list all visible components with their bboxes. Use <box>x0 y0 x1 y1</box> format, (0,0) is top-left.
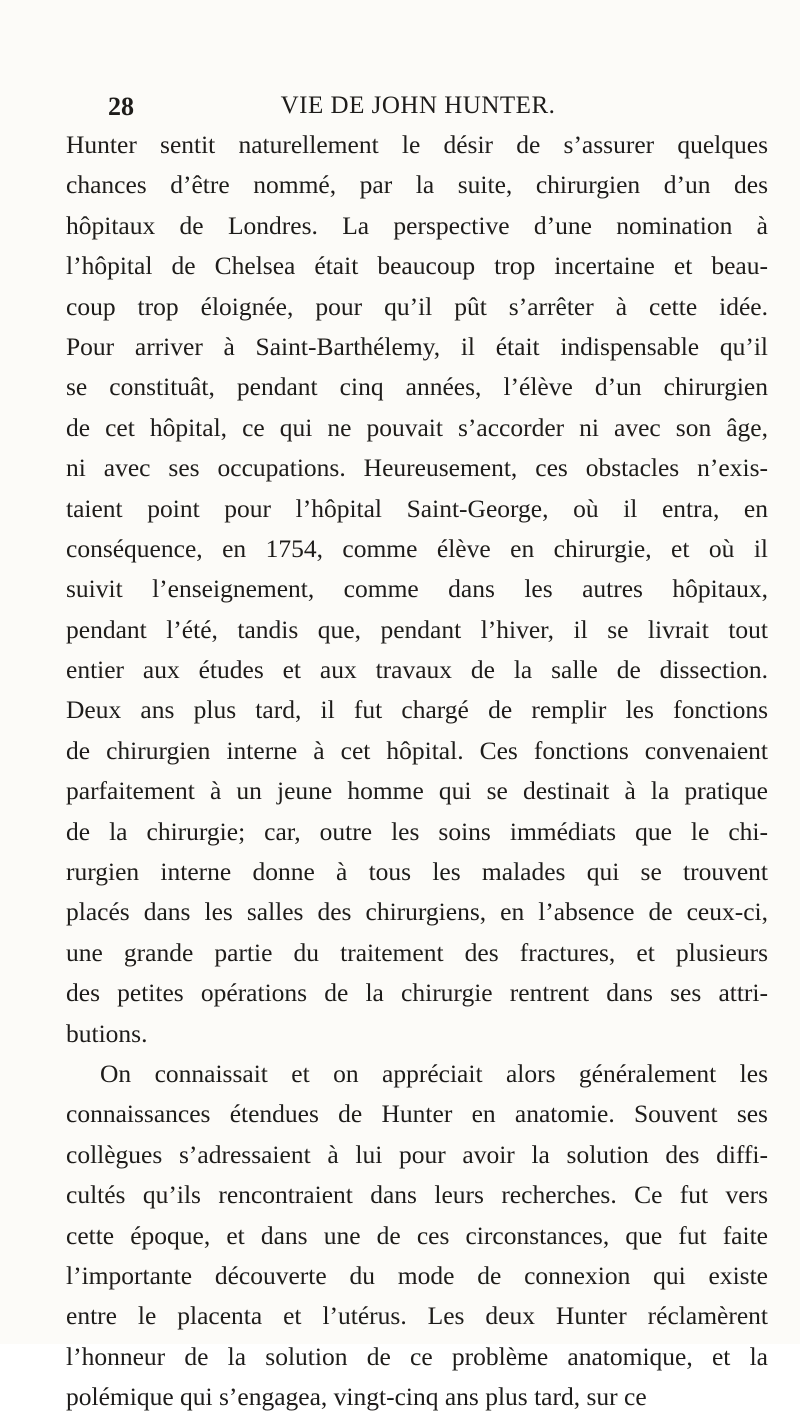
text-line: rurgien interne donne à tous les malades qui se trouvent <box>66 857 768 887</box>
text-line: de la chirurgie; car, outre les soins immédiats que le chi- <box>66 816 768 846</box>
text-line: Deux ans plus tard, il fut chargé de remplir les fonctions <box>66 695 768 725</box>
page-header <box>108 92 728 124</box>
text-line: parfaitement à un jeune homme qui se destinait à la pratique <box>66 776 768 806</box>
text-line: une grande partie du traitement des fractures, et plusieurs <box>66 937 768 967</box>
text-line: collègues s’adressaient à lui pour avoir la solution des diffi- <box>66 1139 768 1169</box>
text-line: cette époque, et dans une de ces circonstances, que fut faite <box>66 1220 768 1250</box>
text-line: chances d’être nommé, par la suite, chirurgien d’un des <box>66 170 768 200</box>
paragraph <box>66 125 768 1054</box>
text-line: entre le placenta et l’utérus. Les deux Hunter réclamèrent <box>66 1301 768 1331</box>
text-line: l’hôpital de Chelsea était beaucoup trop incertaine et beau- <box>66 251 768 281</box>
text-line: ni avec ses occupations. Heureusement, ces obstacles n’exis- <box>66 453 768 483</box>
text-line: entier aux études et aux travaux de la salle de dissection. <box>66 655 768 685</box>
body-text <box>66 125 768 1418</box>
text-line: l’importante découverte du mode de connexion qui existe <box>66 1260 768 1290</box>
running-title: VIE DE JOHN HUNTER. <box>280 92 556 119</box>
text-line: des petites opérations de la chirurgie rentrent dans ses attri- <box>66 978 768 1008</box>
text-line: taient point pour l’hôpital Saint-George, où il entra, en <box>66 493 768 523</box>
text-line: Hunter sentit naturellement le désir de s’assurer quelques <box>66 130 768 159</box>
text-line: placés dans les salles des chirurgiens, en l’absence de ceux-ci, <box>66 897 768 927</box>
paragraph <box>66 1054 768 1418</box>
text-line: Pour arriver à Saint-Barthélemy, il était indispensable qu’il <box>66 331 768 361</box>
text-line: se constituât, pendant cinq années, l’élève d’un chirurgien <box>66 372 768 402</box>
text-line: conséquence, en 1754, comme élève en chirurgie, et où il <box>66 533 768 563</box>
text-line: connaissances étendues de Hunter en anatomie. Souvent ses <box>66 1099 768 1129</box>
text-line: pendant l’été, tandis que, pendant l’hiver, il se livrait tout <box>66 614 768 644</box>
text-line: hôpitaux de Londres. La perspective d’une nomination à <box>66 210 768 240</box>
page-number: 28 <box>108 92 134 121</box>
text-line: butions. <box>66 1018 148 1048</box>
text-line: coup trop éloignée, pour qu’il pût s’arrêter à cette idée. <box>66 291 768 321</box>
text-line: cultés qu’ils rencontraient dans leurs recherches. Ce fut vers <box>66 1180 768 1210</box>
text-line: polémique qui s’engagea, vingt-cinq ans plus tard, sur ce <box>66 1382 647 1412</box>
text-line: l’honneur de la solution de ce problème anatomique, et la <box>66 1341 768 1371</box>
text-line: de chirurgien interne à cet hôpital. Ces fonctions convenaient <box>66 735 768 765</box>
text-line: On connaissait et on appréciait alors généralement les <box>100 1058 768 1088</box>
text-line: de cet hôpital, ce qui ne pouvait s’accorder ni avec son âge, <box>66 412 768 442</box>
text-line: suivit l’enseignement, comme dans les autres hôpitaux, <box>66 574 768 604</box>
